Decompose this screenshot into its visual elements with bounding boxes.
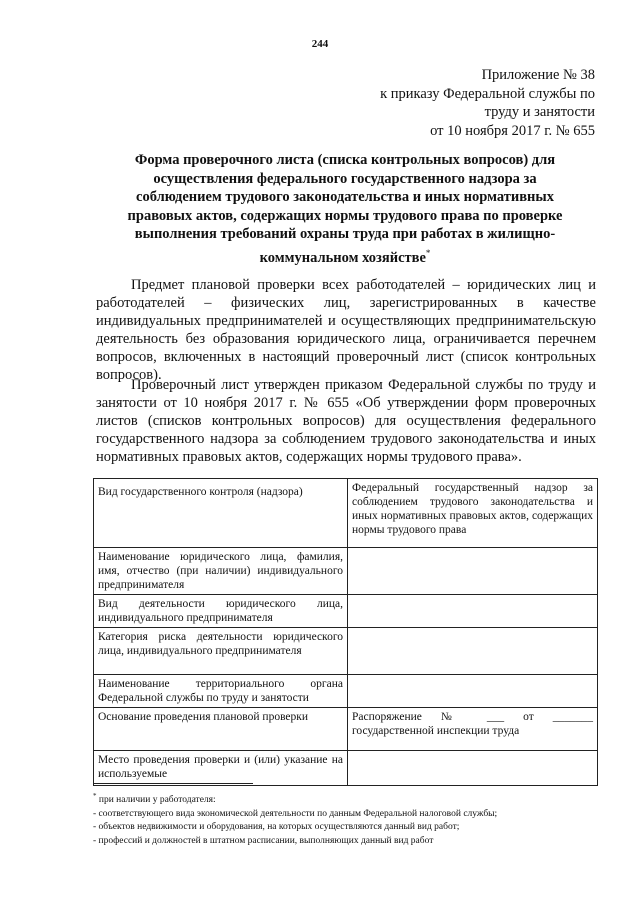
appendix-order-line: к приказу Федеральной службы по [380, 85, 595, 102]
inspection-place-value[interactable] [348, 751, 598, 786]
activity-type-value[interactable] [348, 595, 598, 628]
table-row [94, 751, 598, 786]
paragraph-approval: Проверочный лист утвержден приказом Федеральной службы по труду и занятости от 10 ноября 2017 г. № 655 «Об утверждении форм проверочных листов (списков контрольных вопросов) для осуществления федерального государственного надзора за соблюдением трудового законодательства и иных нормативных правовых актов, содержащих нормы трудового права». [96, 377, 596, 465]
inspection-place-label: Место проведения проверки и (или) указание на используемые [94, 751, 348, 786]
checklist-form-table [93, 478, 598, 786]
appendix-number: Приложение № 38 [481, 67, 595, 83]
footnote-item: - соответствующего вида экономической деятельности по данным Федеральной налоговой службы; [93, 808, 498, 819]
table-row [94, 675, 598, 708]
footnote-item: - объектов недвижимости и оборудования, на которых осуществляются данный вид работ; [93, 822, 460, 833]
footnote-divider [93, 783, 253, 784]
table-row [94, 548, 598, 595]
inspection-basis-label: Основание проведения плановой проверки [94, 708, 348, 751]
control-type-label: Вид государственного контроля (надзора) [94, 479, 348, 548]
title-footnote-mark: * [425, 247, 431, 258]
table-row [94, 708, 598, 751]
risk-category-label: Категория риска деятельности юридического лица, индивидуального предпринимателя [94, 628, 348, 675]
table-row [94, 628, 598, 675]
footnote-mark: * [93, 792, 97, 800]
footnote [93, 790, 593, 848]
document-title [110, 151, 580, 267]
inspection-basis-value[interactable]: Распоряжение № ___ от _______ государственной инспекции труда [348, 708, 598, 751]
activity-type-label: Вид деятельности юридического лица, индивидуального предпринимателя [94, 595, 348, 628]
appendix-date-line: от 10 ноября 2017 г. № 655 [430, 122, 595, 139]
employer-name-label: Наименование юридического лица, фамилия, имя, отчество (при наличии) индивидуального предпринимателя [94, 548, 348, 595]
employer-name-value[interactable] [348, 548, 598, 595]
risk-category-value[interactable] [348, 628, 598, 675]
document-title-text: Форма проверочного листа (списка контрольных вопросов) для осуществления федерального государственного надзора за соблюдением трудового законодательства и иных нормативных правовых актов, содержащих нормы трудового права по проверке выполнения требований охраны труда при работах в жилищно-коммунальном хозяйстве [127, 152, 563, 266]
footnote-item: - профессий и должностей в штатном расписании, выполняющих данный вид работ [93, 835, 434, 846]
control-type-value: Федеральный государственный надзор за соблюдением трудового законодательства и иных нормативных правовых актов, содержащих нормы трудового права [348, 479, 598, 548]
appendix-heading [295, 66, 595, 140]
territorial-body-label: Наименование территориального органа Федеральной службы по труду и занятости [94, 675, 348, 708]
page-number: 244 [311, 38, 329, 50]
table-row [94, 595, 598, 628]
table-row [94, 479, 598, 548]
territorial-body-value[interactable] [348, 675, 598, 708]
footnote-lead: при наличии у работодателя: [98, 795, 216, 806]
paragraph-scope: Предмет плановой проверки всех работодателей – юридических лиц и работодателей – физических лиц, зарегистрированных в качестве индивидуальных предпринимателей и осуществляющих предпринимательскую деятельность без образования юридического лица, ограничивается перечнем вопросов, включенных в настоящий проверочный лист (список контрольных вопросов). [96, 277, 596, 383]
appendix-agency-line: труду и занятости [484, 104, 595, 120]
